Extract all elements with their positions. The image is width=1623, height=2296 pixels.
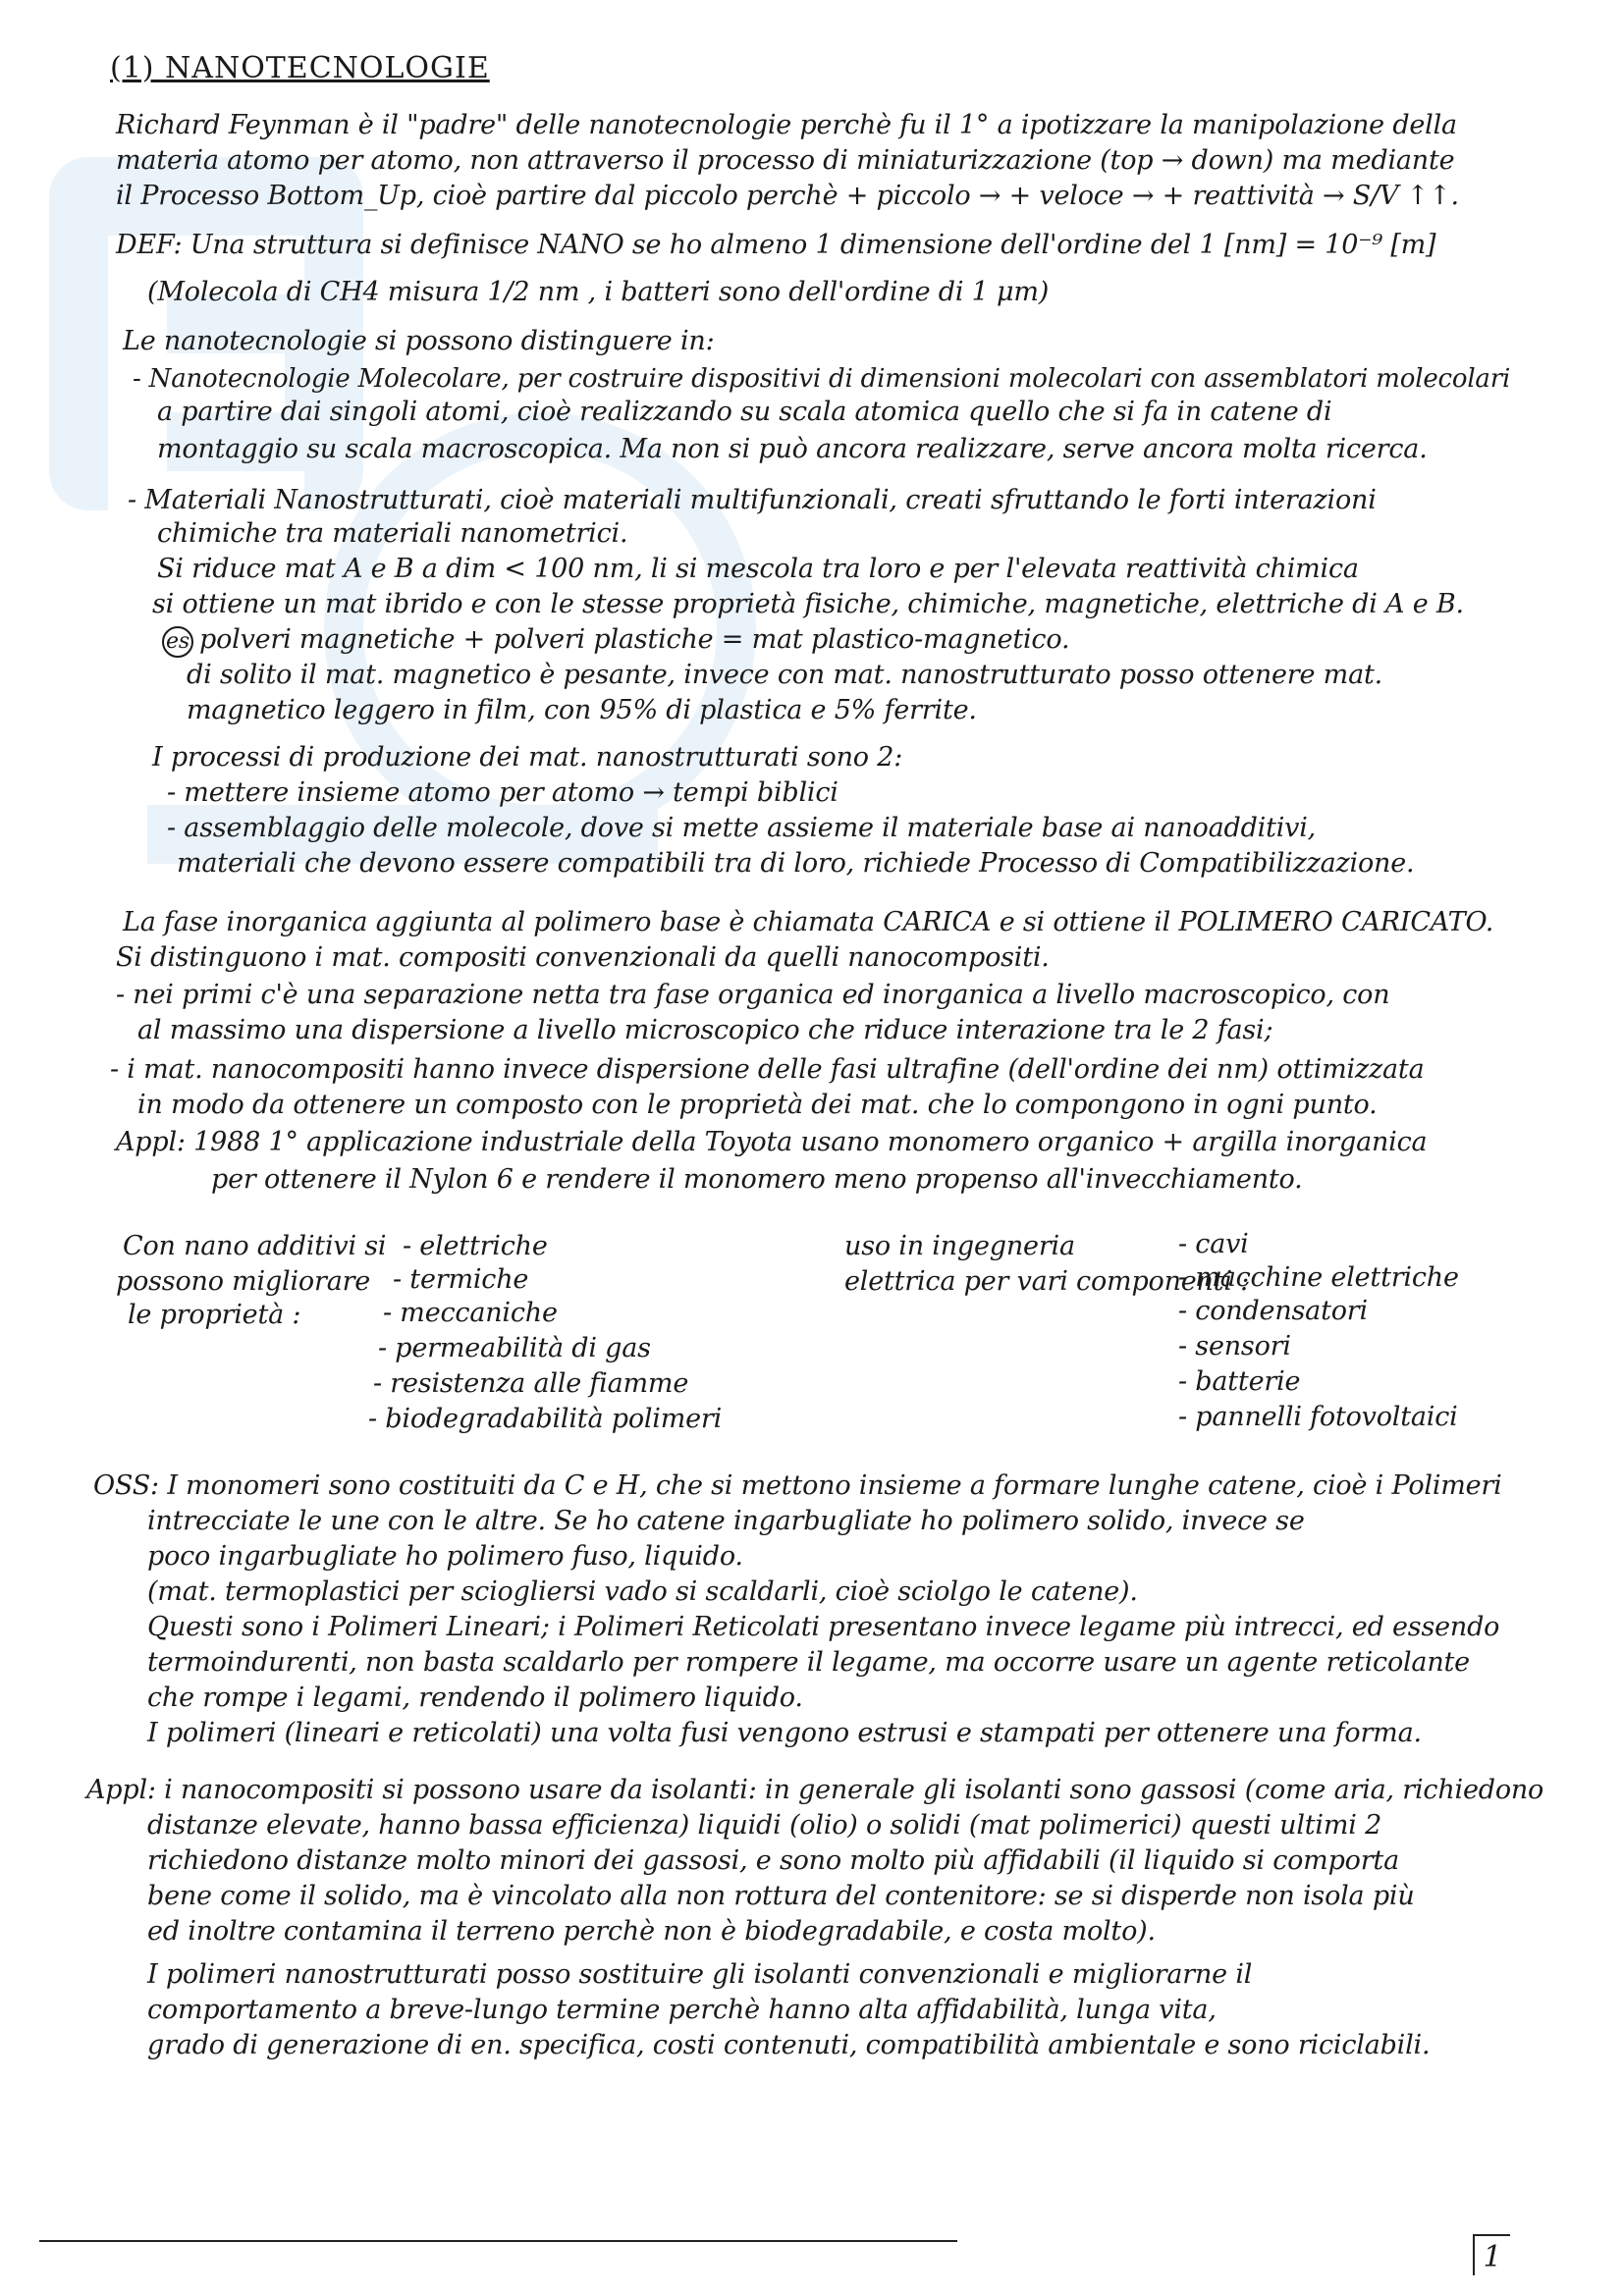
left-col-line: le proprietà :	[128, 1300, 301, 1330]
text-line: Si riduce mat A e B a dim < 100 nm, li si mescola tra loro e per l'elevata reattività chimica	[157, 554, 1359, 584]
left-col-line: Con nano additivi si	[123, 1231, 387, 1261]
text-line: I processi di produzione dei mat. nanostrutturati sono 2:	[152, 742, 903, 773]
text-line: di solito il mat. magnetico è pesante, invece con mat. nanostrutturato posso ottenere mat.	[187, 660, 1383, 690]
text-line: La fase inorganica aggiunta al polimero base è chiamata CARICA e si ottiene il POLIMERO CARICATO.	[123, 907, 1494, 937]
property-list-item: - biodegradabilità polimeri	[368, 1404, 723, 1434]
text-line: al massimo una dispersione a livello microscopico che riduce interazione tra le 2 fasi;	[137, 1015, 1273, 1045]
text-line: distanze elevate, hanno bassa efficienza) liquidi (olio) o solidi (mat polimerici) questi ultimi 2	[147, 1810, 1382, 1841]
list-item: - mettere insieme atomo per atomo → tempi biblici	[167, 777, 839, 808]
text-line: bene come il solido, ma è vincolato alla non rottura del contenitore: se si disperde non isola più	[147, 1881, 1415, 1911]
definition-line: DEF: Una struttura si definisce NANO se ho almeno 1 dimensione dell'ordine del 1 [nm] = 10⁻⁹ [m]	[116, 230, 1436, 260]
text-line: il Processo Bottom_Up, cioè partire dal piccolo perchè + piccolo → + veloce → + reattività → S/V ↑↑.	[116, 181, 1459, 211]
text-line: Si distinguono i mat. compositi convenzionali da quelli nanocompositi.	[116, 942, 1050, 973]
property-list-item: - elettriche	[403, 1231, 548, 1261]
text-line: che rompe i legami, rendendo il polimero liquido.	[147, 1682, 803, 1713]
text-line: poco ingarbugliate ho polimero fuso, liquido.	[147, 1541, 743, 1572]
component-list-item: - batterie	[1178, 1366, 1301, 1397]
text-line: si ottiene un mat ibrido e con le stesse proprietà fisiche, chimiche, magnetiche, elettriche di A e B.	[152, 589, 1464, 619]
example-line	[162, 622, 1069, 658]
text-line: magnetico leggero in film, con 95% di plastica e 5% ferrite.	[187, 695, 977, 725]
text-line: materia atomo per atomo, non attraverso il processo di miniaturizzazione (top → down) ma mediante	[116, 145, 1455, 176]
list-item: - Nanotecnologie Molecolare, per costruire dispositivi di dimensioni molecolari con assemblatori molecolari	[133, 364, 1511, 394]
text-line: (mat. termoplastici per sciogliersi vado si scaldarli, cioè sciolgo le catene).	[147, 1576, 1138, 1607]
text-line: materiali che devono essere compatibili tra di loro, richiede Processo di Compatibilizzazione.	[177, 848, 1415, 879]
text-line: (Molecola di CH4 misura 1/2 nm , i batteri sono dell'ordine di 1 μm)	[147, 277, 1050, 307]
text-line: ed inoltre contamina il terreno perchè non è biodegradabile, e costa molto).	[147, 1916, 1156, 1947]
component-list-item: - macchine elettriche	[1178, 1262, 1459, 1293]
mid-col-line: elettrica per vari componenti :	[844, 1266, 1250, 1297]
text-line: comportamento a breve-lungo termine perchè hanno alta affidabilità, lunga vita,	[147, 1995, 1217, 2025]
text-line: termoindurenti, non basta scaldarlo per rompere il legame, ma occorre usare un agente reticolante	[147, 1647, 1470, 1678]
text-line: richiedono distanze molto minori dei gassosi, e sono molto più affidabili (il liquido si comporta	[147, 1845, 1399, 1876]
example-badge: es	[162, 626, 193, 658]
page-title: (1) NANOTECNOLOGIE	[110, 51, 490, 85]
property-list-item: - permeabilità di gas	[378, 1333, 651, 1363]
list-item: - i mat. nanocompositi hanno invece dispersione delle fasi ultrafine (dell'ordine dei nm) ottimizzata	[110, 1054, 1425, 1085]
observation-line: OSS: I monomeri sono costituiti da C e H, che si mettono insieme a formare lunghe catene, cioè i Polimeri	[93, 1470, 1502, 1501]
text-line: I polimeri nanostrutturati posso sostituire gli isolanti convenzionali e migliorarne il	[147, 1959, 1253, 1990]
property-list-item: - termiche	[393, 1264, 529, 1295]
text-line: Questi sono i Polimeri Lineari; i Polimeri Reticolati presentano invece legame più intrecci, ed essendo	[147, 1612, 1500, 1642]
text-line: grado di generazione di en. specifica, costi contenuti, compatibilità ambientale e sono riciclabili.	[147, 2030, 1431, 2060]
property-list-item: - resistenza alle fiamme	[373, 1368, 689, 1399]
text-line: in modo da ottenere un composto con le proprietà dei mat. che lo compongono in ogni punto.	[137, 1090, 1378, 1120]
application-line: Appl: 1988 1° applicazione industriale della Toyota usano monomero organico + argilla inorganica	[116, 1127, 1428, 1157]
mid-col-line: uso in ingegneria	[844, 1231, 1075, 1261]
property-list-item: - meccaniche	[383, 1298, 558, 1328]
component-list-item: - cavi	[1178, 1229, 1249, 1259]
component-list-item: - sensori	[1178, 1331, 1291, 1362]
text-line: montaggio su scala macroscopica. Ma non si può ancora realizzare, serve ancora molta ricerca.	[157, 434, 1428, 464]
text-line: Richard Feynman è il "padre" delle nanotecnologie perchè fu il 1° a ipotizzare la manipolazione della	[116, 110, 1457, 140]
example-text: polveri magnetiche + polveri plastiche = mat plastico-magnetico.	[199, 624, 1070, 655]
left-col-line: possono migliorare	[116, 1266, 371, 1297]
text-line: chimiche tra materiali nanometrici.	[157, 518, 628, 549]
list-item: - Materiali Nanostrutturati, cioè materiali multifunzionali, creati sfruttando le forti interazioni	[128, 485, 1377, 515]
text-line: intrecciate le une con le altre. Se ho catene ingarbugliate ho polimero solido, invece se	[147, 1506, 1305, 1536]
list-item: - nei primi c'è una separazione netta tra fase organica ed inorganica a livello macroscopico, con	[116, 980, 1390, 1010]
text-line: a partire dai singoli atomi, cioè realizzando su scala atomica quello che si fa in catene di	[157, 397, 1332, 427]
component-list-item: - pannelli fotovoltaici	[1178, 1402, 1458, 1432]
component-list-item: - condensatori	[1178, 1296, 1368, 1326]
bottom-rule	[39, 2240, 957, 2242]
application-line: Appl: i nanocompositi si possono usare da isolanti: in generale gli isolanti sono gassosi (come aria, richiedono	[86, 1775, 1544, 1805]
text-line: I polimeri (lineari e reticolati) una volta fusi vengono estrusi e stampati per ottenere una forma.	[147, 1718, 1422, 1748]
page-number: 1	[1473, 2234, 1510, 2275]
text-line: Le nanotecnologie si possono distinguere in:	[123, 326, 715, 356]
list-item: - assemblaggio delle molecole, dove si mette assieme il materiale base ai nanoadditivi,	[167, 813, 1317, 843]
text-line: per ottenere il Nylon 6 e rendere il monomero meno propenso all'invecchiamento.	[211, 1164, 1303, 1195]
